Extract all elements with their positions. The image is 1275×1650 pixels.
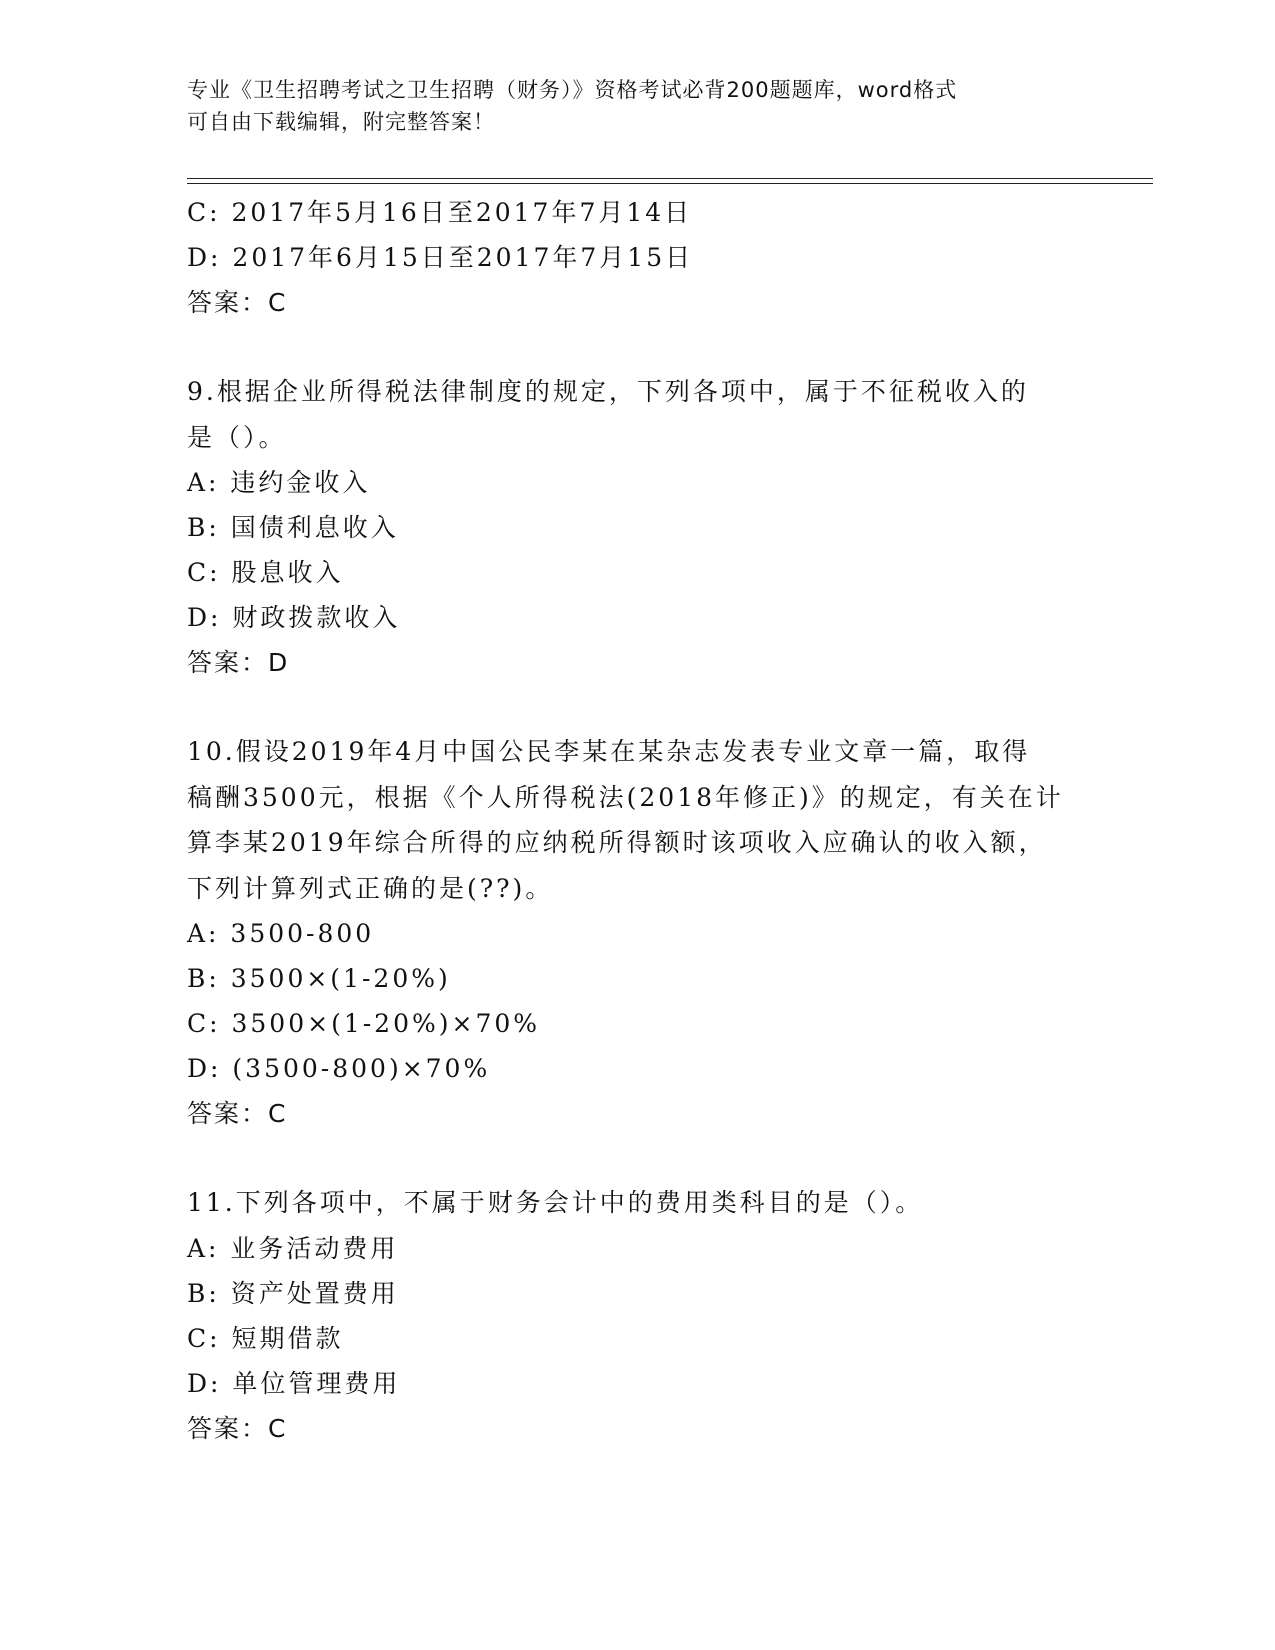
option-a: A: 违约金收入	[187, 468, 371, 497]
header-divider-top	[187, 178, 1153, 179]
option-a: A: 业务活动费用	[187, 1233, 399, 1263]
option-b: B: 资产处置费用	[187, 1278, 399, 1308]
option-c: C: 短期借款	[187, 1323, 344, 1353]
option-c: C: 2017年5月16日至2017年7月14日	[187, 198, 693, 227]
spacer	[187, 1136, 1087, 1180]
stem-line: 算李某2019年综合所得的应纳税所得额时该项收入应确认的收入额，	[187, 828, 1047, 857]
option-d: D: 财政拨款收入	[187, 603, 401, 632]
stem-line: 下列计算列式正确的是(??)。	[187, 873, 554, 903]
spacer	[187, 685, 1087, 729]
option-b: B: 国债利息收入	[187, 513, 399, 542]
question-list	[187, 190, 1087, 1451]
option-c: C: 股息收入	[187, 558, 344, 587]
option-d: D: 2017年6月15日至2017年7月15日	[187, 243, 694, 272]
question-stem	[187, 1180, 1077, 1226]
option-d: D: (3500-800)×70%	[187, 1054, 491, 1083]
question-9	[187, 369, 1087, 685]
stem-line: 10.假设2019年4月中国公民李某在某杂志发表专业文章一篇，取得	[187, 737, 1031, 766]
stem-line: 9.根据企业所得税法律制度的规定，下列各项中，属于不征税收入的	[187, 377, 1029, 406]
answer: 答案：C	[187, 1413, 288, 1443]
page-header	[187, 74, 1087, 138]
question-10	[187, 729, 1087, 1136]
stem-line: 稿酬3500元，根据《个人所得税法(2018年修正)》的规定，有关在计	[187, 782, 1064, 812]
option-d: D: 单位管理费用	[187, 1368, 401, 1398]
header-line-1: 专业《卫生招聘考试之卫生招聘（财务）》资格考试必背200题题库，word格式	[187, 78, 958, 102]
header-divider-bottom	[187, 183, 1153, 184]
option-b: B: 3500×(1-20%)	[187, 964, 451, 993]
answer: 答案：C	[187, 1099, 288, 1128]
question-stem	[187, 369, 1077, 460]
option-c: C: 3500×(1-20%)×70%	[187, 1009, 541, 1038]
stem-line: 11.下列各项中，不属于财务会计中的费用类科目的是（）。	[187, 1188, 924, 1217]
header-line-2: 可自由下载编辑，附完整答案！	[187, 110, 495, 134]
question-8-continued	[187, 190, 1087, 325]
spacer	[187, 325, 1087, 369]
option-a: A: 3500-800	[187, 919, 375, 948]
answer: 答案：D	[187, 648, 290, 677]
stem-line: 是（）。	[187, 422, 287, 452]
answer: 答案：C	[187, 288, 288, 317]
question-stem	[187, 729, 1077, 911]
question-11	[187, 1180, 1087, 1451]
